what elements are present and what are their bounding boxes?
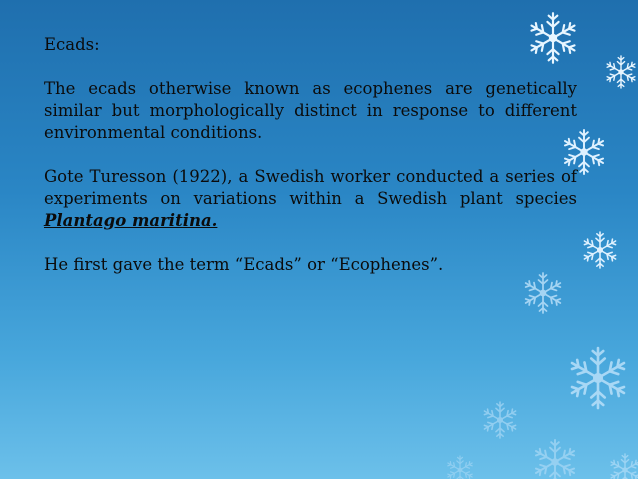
slide-heading: Ecads: bbox=[44, 35, 100, 54]
paragraph-term: He first gave the term “Ecads” or “Ecophenes”. bbox=[44, 255, 444, 274]
paragraph-definition: The ecads otherwise known as ecophenes are genetically similar but morphologically distinct in response to different environmental conditions. bbox=[44, 79, 577, 142]
snowflake-icon bbox=[482, 402, 517, 438]
slide-body bbox=[44, 34, 577, 276]
snowflake-icon bbox=[582, 232, 617, 268]
snowflake-icon bbox=[609, 454, 638, 479]
snowflake-icon bbox=[523, 273, 562, 313]
paragraph-turesson-text: Gote Turesson (1922), a Swedish worker conducted a series of experiments on variations within a Swedish plant species bbox=[44, 167, 577, 208]
snowflake-icon bbox=[446, 456, 473, 479]
snowflake-icon bbox=[533, 440, 576, 479]
species-name: Plantago maritina. bbox=[44, 211, 218, 230]
paragraph-turesson bbox=[44, 166, 577, 232]
snowflake-icon bbox=[569, 348, 628, 408]
snowflake-icon bbox=[605, 56, 636, 88]
